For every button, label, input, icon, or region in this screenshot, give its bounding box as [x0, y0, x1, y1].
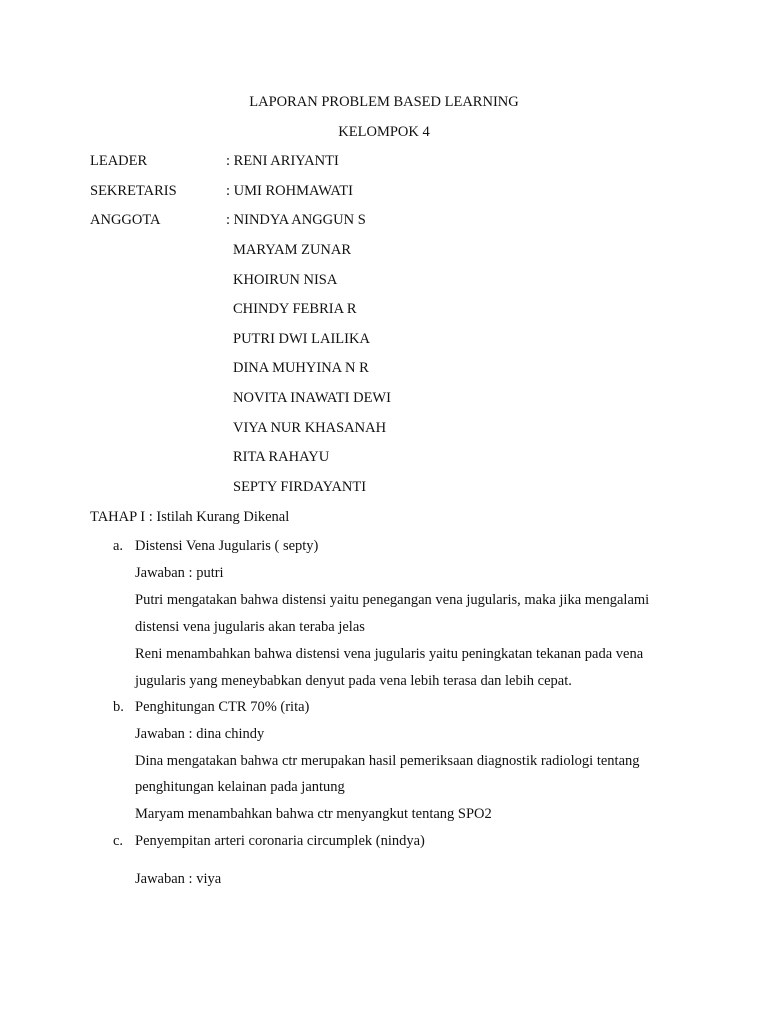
role-value-leader: : RENI ARIYANTI — [226, 153, 339, 169]
role-label-leader: LEADER — [90, 153, 148, 169]
answer-line: penghitungan kelainan pada jantung — [135, 779, 345, 795]
answer-line: Dina mengatakan bahwa ctr merupakan hasil pemeriksaan diagnostik radiologi tentang — [135, 753, 640, 769]
member-name: MARYAM ZUNAR — [233, 242, 352, 258]
member-name: PUTRI DWI LAILIKA — [233, 331, 370, 347]
list-item-term: Distensi Vena Jugularis ( septy) — [135, 538, 319, 554]
answer-line: jugularis yang meneybabkan denyut pada vena lebih terasa dan lebih cepat. — [135, 673, 572, 689]
answer-line: Jawaban : dina chindy — [135, 726, 265, 742]
member-name: KHOIRUN NISA — [233, 272, 338, 288]
document-title: LAPORAN PROBLEM BASED LEARNING — [249, 94, 519, 110]
role-label-members: ANGGOTA — [90, 212, 161, 228]
role-label-secretary: SEKRETARIS — [90, 183, 177, 199]
list-item-term: Penghitungan CTR 70% (rita) — [135, 699, 310, 715]
answer-line: Maryam menambahkan bahwa ctr menyangkut tentang SPO2 — [135, 806, 492, 822]
role-value-members: : NINDYA ANGGUN S — [226, 212, 366, 228]
list-marker: b. — [113, 699, 124, 715]
group-name: KELOMPOK 4 — [338, 124, 430, 140]
member-name: SEPTY FIRDAYANTI — [233, 479, 367, 495]
answer-line: distensi vena jugularis akan teraba jelas — [135, 619, 365, 635]
answer-line: Reni menambahkan bahwa distensi vena jugularis yaitu peningkatan tekanan pada vena — [135, 646, 644, 662]
role-value-secretary: : UMI ROHMAWATI — [226, 183, 353, 199]
answer-line: Jawaban : putri — [135, 565, 224, 581]
list-marker: a. — [113, 538, 124, 554]
list-marker: c. — [113, 833, 124, 849]
stage-title: TAHAP I : Istilah Kurang Dikenal — [90, 509, 290, 525]
answer-line: Jawaban : viya — [135, 871, 222, 887]
member-name: DINA MUHYINA N R — [233, 360, 369, 376]
answer-line: Putri mengatakan bahwa distensi yaitu penegangan vena jugularis, maka jika mengalami — [135, 592, 650, 608]
member-name: VIYA NUR KHASANAH — [233, 420, 387, 436]
member-name: NOVITA INAWATI DEWI — [233, 390, 391, 406]
member-name: CHINDY FEBRIA R — [233, 301, 357, 317]
list-item-term: Penyempitan arteri coronaria circumplek (nindya) — [135, 833, 425, 849]
member-name: RITA RAHAYU — [233, 449, 330, 465]
